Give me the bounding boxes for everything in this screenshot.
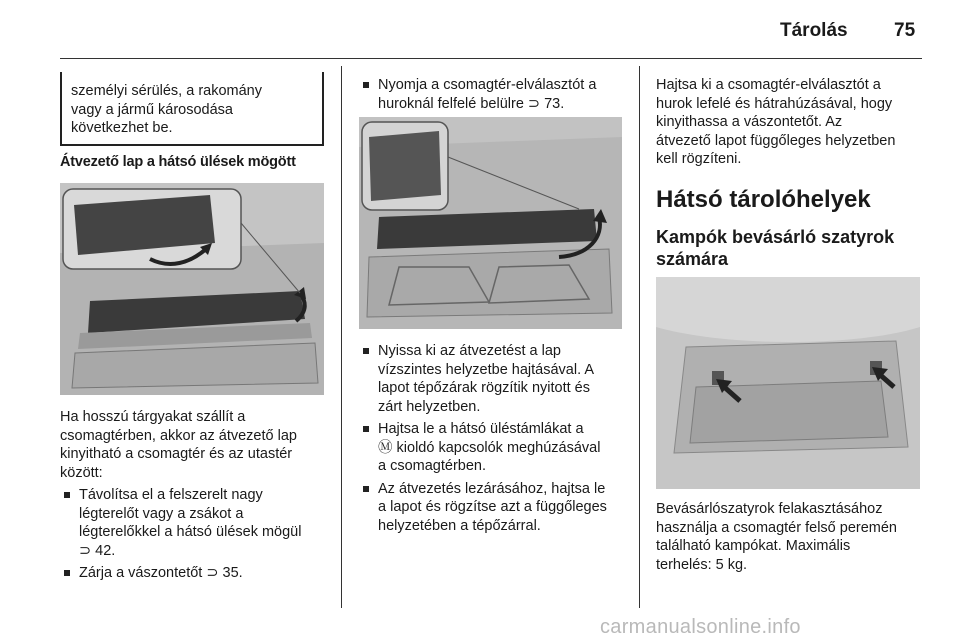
paragraph-line: kell rögzíteni. — [656, 151, 742, 167]
col3-caption — [656, 500, 922, 574]
paragraph-line: között: — [60, 464, 103, 481]
caption-line: található kampókat. Maximális — [656, 538, 851, 554]
bullet-line: a csomagtérben. — [378, 458, 487, 474]
bullet-line: helyzetében a tépőzárral. — [378, 517, 541, 534]
figure-trunk-divider — [359, 117, 622, 329]
bullet-line: Távolítsa el a felszerelt nagy — [79, 487, 263, 503]
page-number: 75 — [894, 20, 916, 41]
bullet-line: légterelőt vagy a zsákot a — [79, 505, 244, 522]
col2-top — [359, 76, 622, 113]
figure-bag-hooks — [656, 277, 920, 489]
bullet-line: légterelőkkel a hátsó ülések mögül — [79, 524, 302, 540]
bullet-item — [359, 420, 622, 476]
warning-line: személyi sérülés, a rakomány — [71, 83, 262, 99]
bullet-line: Hajtsa le a hátsó üléstámlákat a — [378, 421, 584, 437]
paragraph-line: kinyithassa a vászontetőt. Az — [656, 114, 843, 130]
paragraph-line: kinyitható a csomagtér és az utastér — [60, 446, 293, 462]
bullet-line: a lapot és rögzítse azt a függőleges — [378, 499, 607, 515]
caption-line: Bevásárlószatyrok felakasztásához — [656, 501, 883, 517]
bullet-line: ⊃ 42. — [79, 542, 116, 559]
section-heading-pass-through: Átvezető lap a hátsó ülések mögött — [60, 154, 296, 170]
bullet-item — [60, 486, 324, 560]
sub-heading-line: számára — [656, 249, 729, 269]
bullet-item — [359, 76, 622, 113]
paragraph-line: hurok lefelé és hátrahúzásával, hogy — [656, 95, 893, 112]
bullet-line: Zárja a vászontetőt ⊃ 35. — [79, 565, 243, 581]
bullet-line: huroknál felfelé belülre ⊃ 73. — [378, 95, 565, 112]
warning-line: következhet be. — [71, 120, 173, 136]
sub-heading-line: Kampók bevásárló szatyrok — [656, 227, 895, 247]
bullet-line: Az átvezetés lezárásához, hajtsa le — [378, 480, 606, 497]
bullet-item — [359, 342, 622, 416]
figure-pass-through-flap — [60, 183, 324, 395]
column-separator-2 — [639, 66, 640, 608]
bullet-line: Nyissa ki az átvezetést a lap — [378, 343, 561, 359]
caption-line: használja a csomagtér felső peremén — [656, 519, 897, 536]
bullet-item — [359, 480, 622, 536]
warning-line: vagy a jármű károsodása — [71, 101, 233, 118]
col3-top — [656, 76, 922, 169]
col1-text — [60, 408, 324, 583]
trunk-illustration — [60, 183, 324, 395]
column-separator-1 — [341, 66, 342, 608]
bullet-line: lapot tépőzárak rögzítik nyitott és — [378, 380, 590, 396]
main-heading-rear-storage: Hátsó tárolóhelyek — [656, 186, 871, 213]
bullet-line: Nyomja a csomagtér-elválasztót a — [378, 77, 597, 93]
paragraph-line: csomagtérben, akkor az átvezető lap — [60, 427, 297, 444]
bullet-line: zárt helyzetben. — [378, 398, 481, 415]
bullet-item — [60, 564, 324, 583]
paragraph-line: Hajtsa ki a csomagtér-elválasztót a — [656, 77, 881, 93]
divider-illustration — [359, 117, 622, 329]
bullet-line: Ⓜ kioldó kapcsolók meghúzásával — [378, 439, 601, 456]
paragraph-line: átvezető lapot függőleges helyzetben — [656, 132, 896, 149]
paragraph-line: Ha hosszú tárgyakat szállít a — [60, 409, 246, 425]
page-header-title: Tárolás — [780, 20, 848, 41]
watermark: carmanualsonline.info — [600, 616, 801, 638]
sub-heading-bag-hooks — [656, 226, 922, 270]
bullet-line: vízszintes helyzetbe hajtásával. A — [378, 361, 595, 378]
hooks-illustration — [656, 277, 920, 489]
caption-line: terhelés: 5 kg. — [656, 556, 748, 573]
warning-box — [60, 72, 324, 146]
col2-text — [359, 342, 622, 535]
header-rule — [60, 58, 922, 59]
